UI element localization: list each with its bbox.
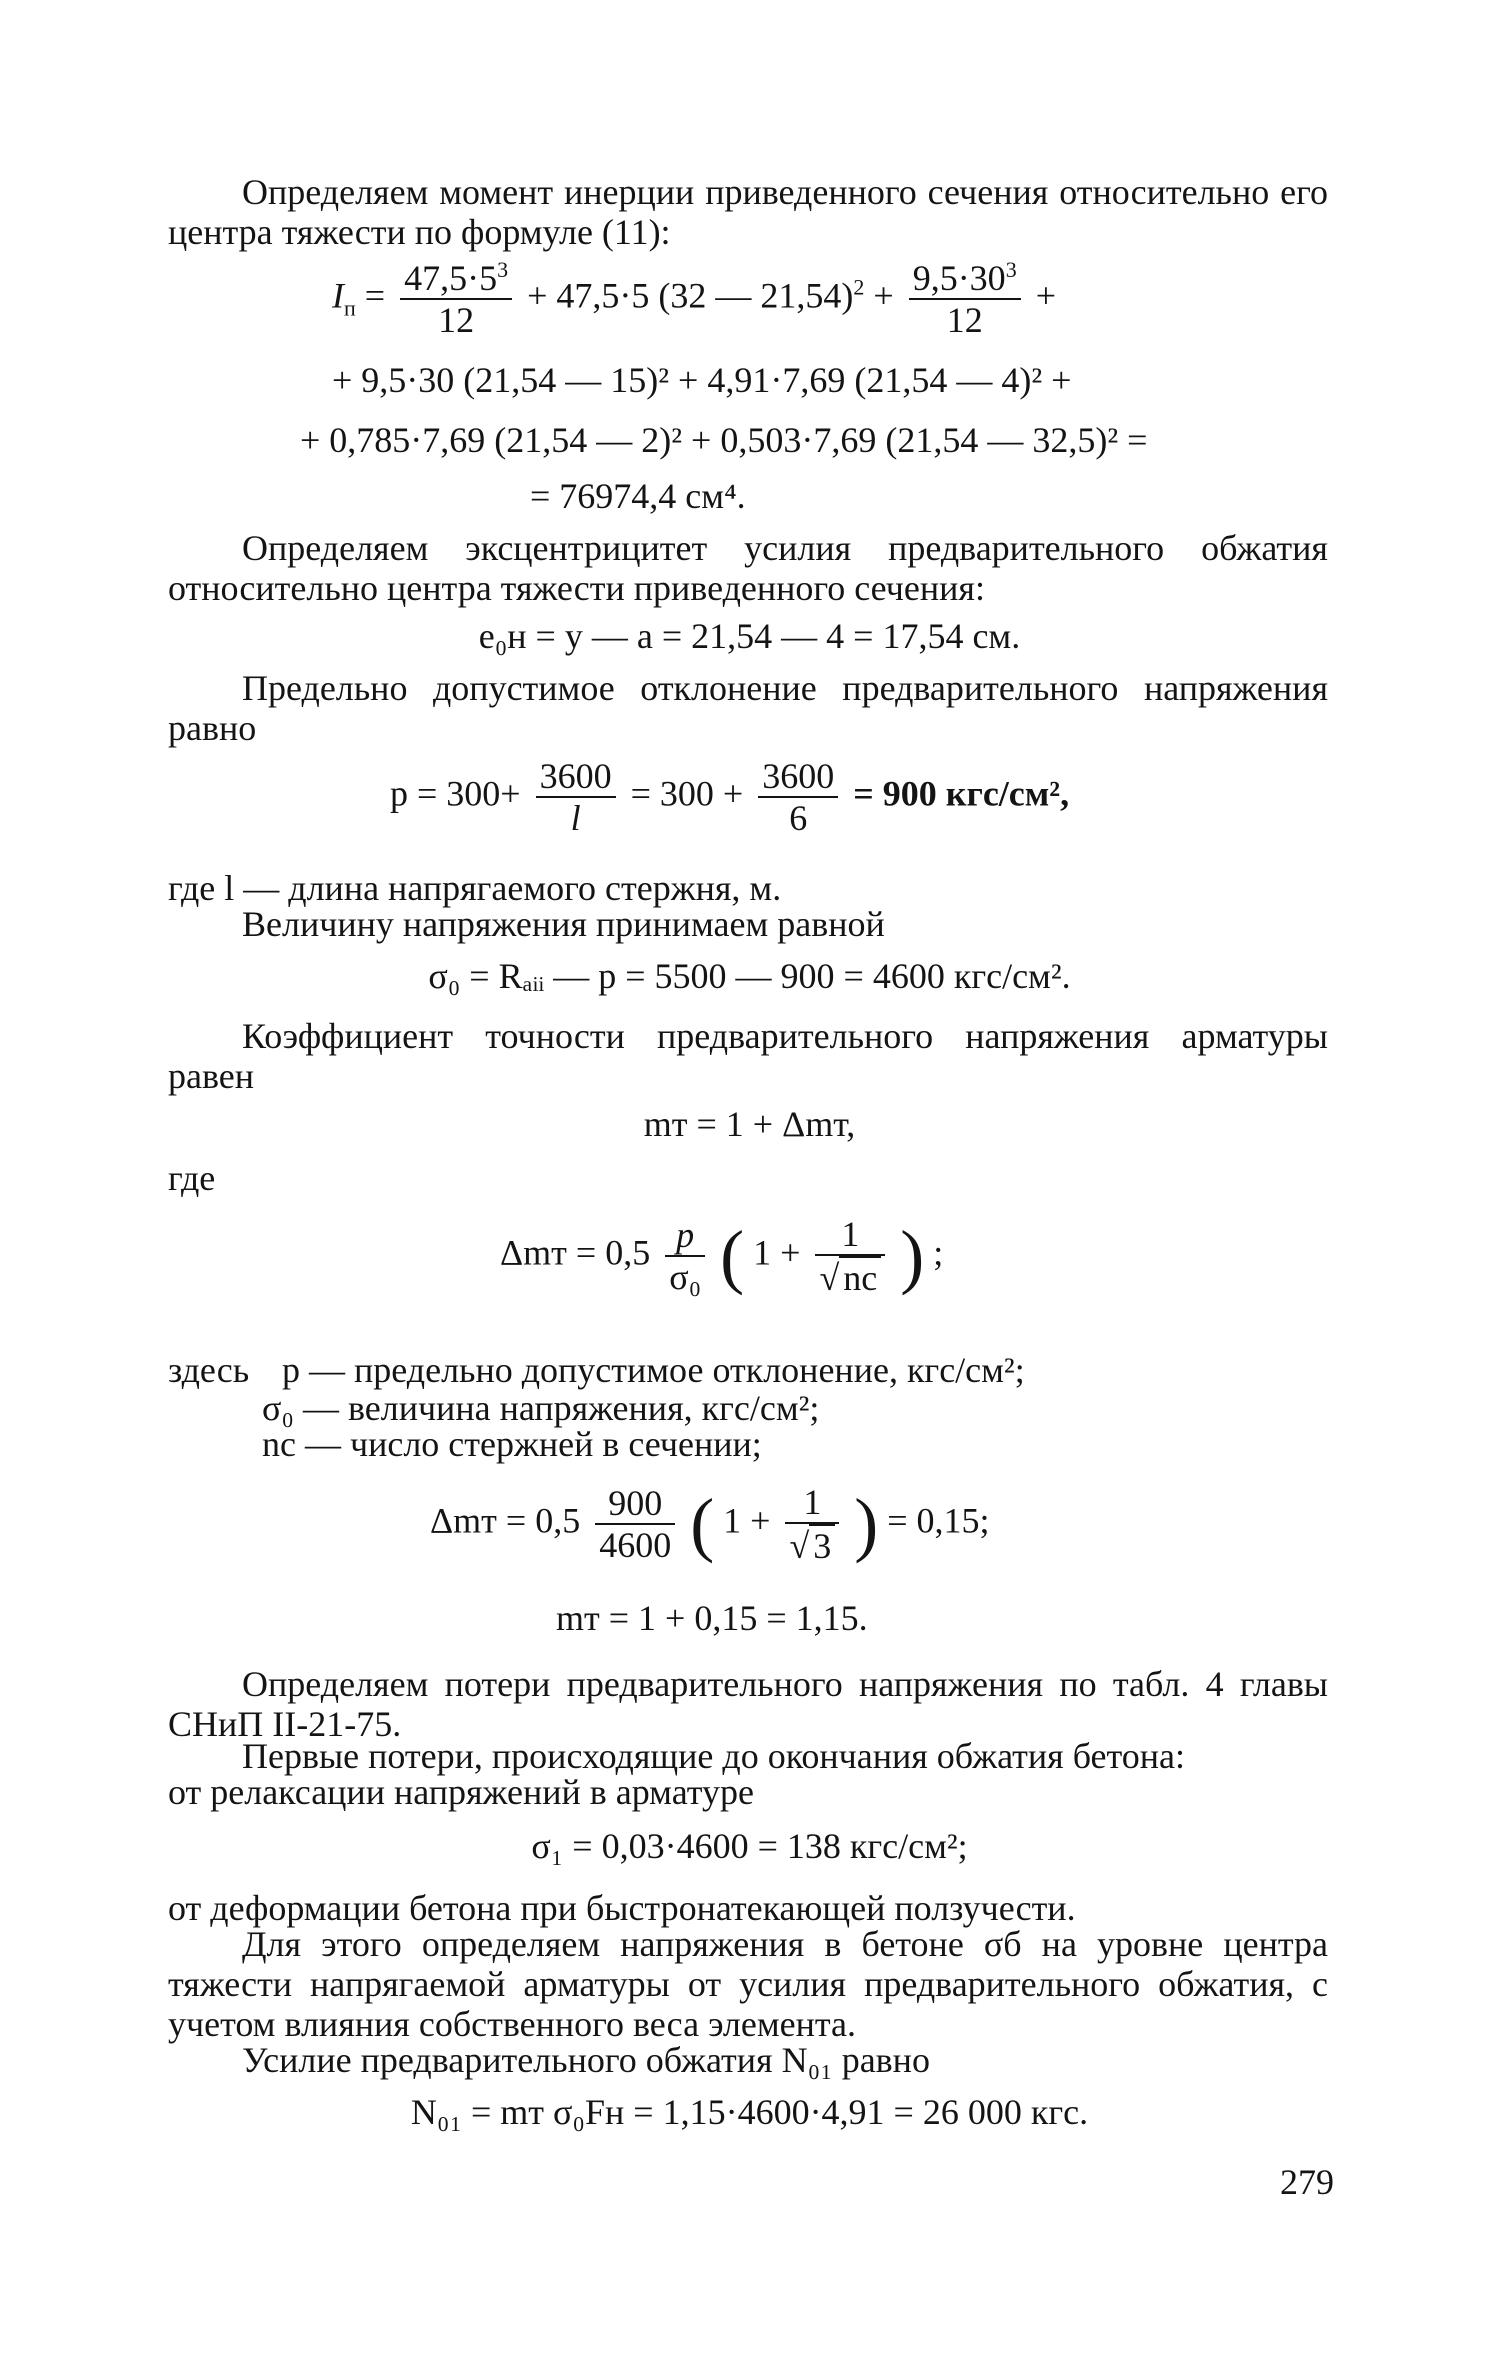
text-stress-value: Величину напряжения принимаем равной xyxy=(242,904,885,944)
ip-frac1-num: 47,5·5 xyxy=(404,258,498,298)
dmt-right-paren: ) xyxy=(900,1216,925,1296)
formula-sigma0: σ₀ = Rₐᵢᵢ — p = 5500 — 900 = 4600 кгс/см². xyxy=(428,956,1071,996)
formula-ip-line2: + 9,5·30 (21,54 — 15)² + 4,91·7,69 (21,54 — 4)² + xyxy=(332,360,1072,400)
formula-delta-mt xyxy=(500,1214,943,1298)
dmt2-frac1-den: 4600 xyxy=(599,1525,672,1565)
dmt-frac1-num: p xyxy=(665,1215,705,1257)
p-mid: = 300 + xyxy=(630,773,744,814)
ip-term2: + 47,5·5 (32 — 21,54) xyxy=(527,275,854,316)
def-p: p — предельно допустимое отклонение, кгс/см²; xyxy=(282,1350,1025,1390)
dmt2-rhs: = 0,15; xyxy=(887,1500,990,1541)
formula-sigma1: σ₁ = 0,03·4600 = 138 кгс/см²; xyxy=(531,1826,968,1866)
dmt2-frac2-den: 3 xyxy=(809,1524,835,1566)
ip-term2-sup: 2 xyxy=(853,274,865,300)
p-lhs: p = 300+ xyxy=(390,773,521,814)
paragraph-first-losses: Первые потери, происходящие до окончания обжатия бетона: xyxy=(242,1736,1186,1776)
ip-frac1-den: 12 xyxy=(438,300,475,340)
dmt2-frac1-num: 900 xyxy=(595,1483,675,1525)
p-frac2-num: 3600 xyxy=(758,756,838,798)
dmt2-fraction-2 xyxy=(785,1482,839,1566)
ip-lhs: I xyxy=(332,275,344,316)
text-prestress-force: Усилие предварительного обжатия N₀₁ равно xyxy=(242,2040,930,2080)
dmt2-left-paren: ( xyxy=(690,1484,715,1564)
ip-frac1-sup: 3 xyxy=(497,257,509,282)
ip-fraction-1 xyxy=(400,258,512,340)
dmt-fraction-2 xyxy=(815,1214,885,1298)
paragraph-accuracy: Коэффициент точности предварительного напряжения арматуры равен xyxy=(168,1016,1328,1096)
dmt2-sqrt: √ 3 xyxy=(789,1524,835,1566)
formula-ip-line4: = 76974,4 см⁴. xyxy=(530,476,746,516)
ip-frac2-den: 12 xyxy=(946,300,983,340)
paragraph-eccentricity: Определяем эксцентрицитет усилия предварительного обжатия относительно центра тяжести приведенного сечения: xyxy=(168,528,1328,608)
formula-ip-line1: $I_п$ = $\frac{47,5\cdot 5^3}{12}$ + 47,5·5 (32 — 21,54)$^2$ + $\frac{9,5\cdot 30^3}{12}$ + xyxy=(332,257,1056,340)
text-relaxation: от релаксации напряжений в арматуре xyxy=(168,1772,754,1812)
def-sigma0: σ₀ — величина напряжения, кгс/см²; xyxy=(262,1388,820,1428)
text-where-l: где l — длина напрягаемого стержня, м. xyxy=(168,868,782,908)
p-rhs: = 900 кгс/см², xyxy=(853,773,1070,814)
formula-eccentricity: e₀н = y — a = 21,54 — 4 = 17,54 см. xyxy=(478,616,1021,656)
formula-delta-mt-numeric xyxy=(430,1482,990,1566)
paragraph-concrete-stress: Для этого определяем напряжения в бетоне σб на уровне центра тяжести напрягаемой арматуры от усилия предварительного обжатия, с учетом влияния собственного веса элемента. xyxy=(168,1924,1328,2044)
p-frac1-den: l xyxy=(570,798,581,838)
dmt2-right-paren: ) xyxy=(854,1484,879,1564)
formula-ip-line3: + 0,785·7,69 (21,54 — 2)² + 0,503·7,69 (21,54 — 32,5)² = xyxy=(300,420,1148,460)
formula-mt-numeric: mт = 1 + 0,15 = 1,15. xyxy=(556,1598,868,1638)
def-nc: nc — число стержней в сечении; xyxy=(262,1424,762,1464)
dmt-end: ; xyxy=(933,1232,944,1273)
p-fraction-1 xyxy=(536,756,616,838)
dmt2-frac2-num: 1 xyxy=(785,1482,839,1524)
formula-n01: N₀₁ = mт σ₀Fн = 1,15·4600·4,91 = 26 000 кгс. xyxy=(410,2092,1089,2132)
paragraph-moment-of-inertia: Определяем момент инерции приведенного сечения относительно его центра тяжести по формуле (11): xyxy=(168,172,1328,252)
page-number: 279 xyxy=(1280,2162,1334,2202)
text-where: где xyxy=(168,1158,216,1198)
ip-frac2-num: 9,5·30 xyxy=(912,258,1006,298)
defs-lead: здесь xyxy=(168,1350,250,1390)
dmt-frac2-den: nc xyxy=(839,1256,881,1298)
text-creep: от деформации бетона при быстронатекающей ползучести. xyxy=(168,1888,1076,1928)
formula-mt: mт = 1 + Δmт, xyxy=(643,1104,856,1144)
dmt-fraction-1 xyxy=(665,1215,705,1297)
dmt-inner: 1 + xyxy=(753,1232,801,1273)
dmt-sqrt: √ nc xyxy=(819,1256,881,1298)
dmt-lhs: Δmт = 0,5 xyxy=(500,1232,651,1273)
paragraph-deviation: Предельно допустимое отклонение предварительного напряжения равно xyxy=(168,668,1328,748)
dmt2-lhs: Δmт = 0,5 xyxy=(430,1500,581,1541)
dmt-frac2-num: 1 xyxy=(815,1214,885,1256)
ip-lhs-sub: п xyxy=(344,295,356,321)
formula-p xyxy=(390,756,1069,838)
p-frac1-num: 3600 xyxy=(536,756,616,798)
ip-frac2-sup: 3 xyxy=(1005,257,1017,282)
dmt-left-paren: ( xyxy=(720,1216,745,1296)
dmt-frac1-den: σ₀ xyxy=(669,1257,702,1297)
dmt2-inner: 1 + xyxy=(723,1500,771,1541)
dmt2-fraction-1 xyxy=(595,1483,675,1565)
paragraph-losses: Определяем потери предварительного напряжения по табл. 4 главы СНиП II-21-75. xyxy=(168,1664,1328,1744)
p-fraction-2 xyxy=(758,756,838,838)
p-frac2-den: 6 xyxy=(789,798,808,838)
ip-fraction-2 xyxy=(909,258,1021,340)
